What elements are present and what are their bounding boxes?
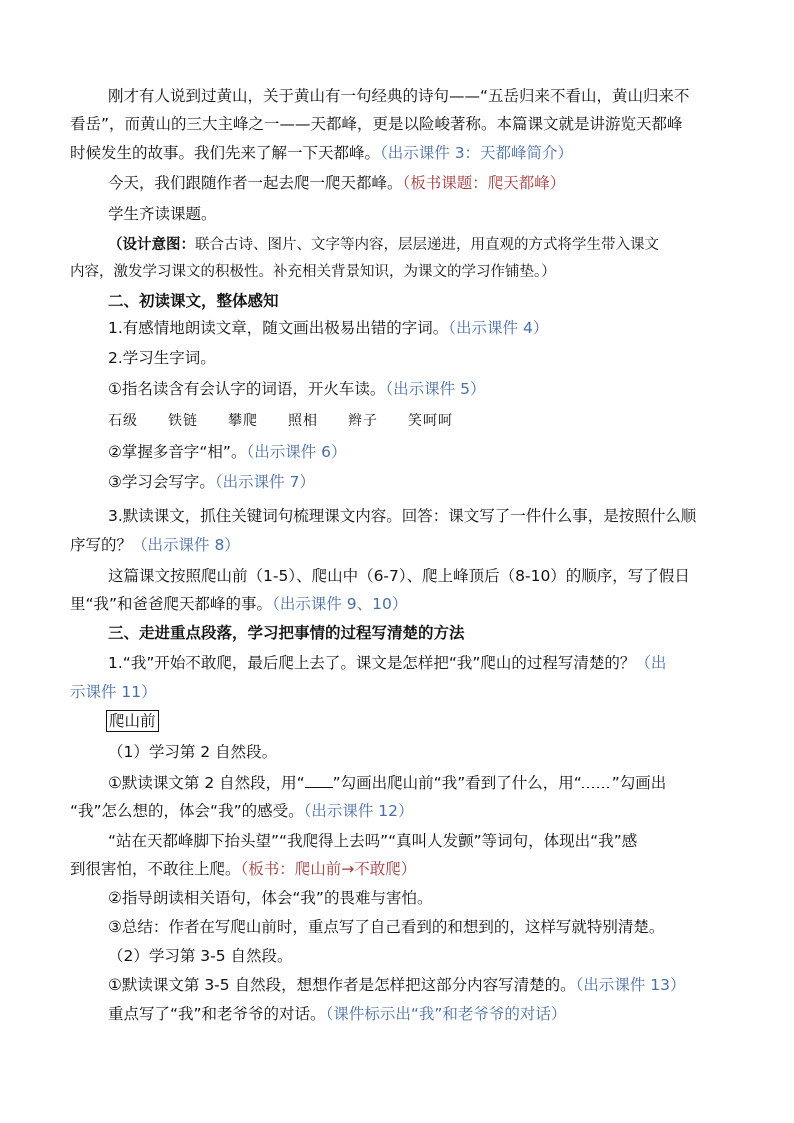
paragraph-line: 1.有感情地朗读文章，随文画出极易出错的字词。（出示课件 4）: [108, 319, 549, 337]
paragraph-line: 重点写了“我”和老爷爷的对话。（课件标示出“我”和老爷爷的对话）: [108, 1005, 567, 1023]
paragraph-line: 到很害怕，不敢往上爬。（板书：爬山前→不敢爬）: [70, 860, 417, 878]
paragraph-line: “站在天都峰脚下抬头望”“我爬得上去吗”“真叫人发颤”等词句，体现出“我”感: [108, 832, 638, 850]
design-intent-line: 内容，激发学习课文的积极性。补充相关背景知识，为课文的学习作铺垫。）: [70, 264, 556, 280]
vocab-word: 辫子: [348, 413, 378, 429]
paragraph-line: 3.默读课文，抓住关键词句梳理课文内容。回答：课文写了一件什么事，是按照什么顺: [108, 507, 697, 525]
paragraph-line: 这篇课文按照爬山前（1-5）、爬山中（6-7）、爬上峰顶后（8-10）的顺序，写了假日: [108, 567, 690, 585]
paragraph-line: ③学习会写字。（出示课件 7）: [108, 473, 315, 491]
section-heading: 三、走进重点段落，学习把事情的过程写清楚的方法: [108, 624, 465, 642]
paragraph-line: ②指导朗读相关语句，体会“我”的畏难与害怕。: [108, 889, 433, 907]
paragraph-line: 学生齐读课题。: [108, 205, 217, 223]
vocab-word: 石级: [108, 413, 138, 429]
paragraph-line: ①指名读含有会认字的词语，开火车读。（出示课件 5）: [108, 380, 486, 398]
paragraph-line: 序写的？（出示课件 8）: [70, 536, 240, 554]
board-note: （板书课题：爬天都峰）: [402, 174, 566, 192]
paragraph-line: 看岳”，而黄山的三大主峰之一——天都峰，更是以险峻著称。本篇课文就是讲游览天都峰: [70, 115, 683, 133]
vocab-word: 照相: [288, 413, 318, 429]
section-heading: 二、初读课文，整体感知: [108, 292, 279, 310]
paragraph-line: 1.“我”开始不敢爬，最后爬上去了。课文是怎样把“我”爬山的过程写清楚的？（出: [108, 654, 667, 672]
design-intent-line: （设计意图：联合古诗、图片、文字等内容，层层递进，用直观的方式将学生带入课文: [108, 236, 659, 253]
paragraph-line: “我”怎么想的，体会“我”的感受。（出示课件 12）: [70, 802, 414, 820]
vocab-word: 攀爬: [228, 413, 258, 429]
paragraph-line: 刚才有人说到过黄山，关于黄山有一句经典的诗句——“五岳归来不看山，黄山归来不: [108, 87, 690, 105]
paragraph-line: 里“我”和爸爸爬天都峰的事。（出示课件 9、10）: [70, 595, 408, 613]
paragraph-line: （1）学习第 2 自然段。: [108, 743, 278, 761]
paragraph-line: 今天，我们跟随作者一起去爬一爬天都峰。（板书课题：爬天都峰）: [108, 174, 566, 192]
courseware-note: （出示课件 3：天都峰简介）: [380, 144, 574, 162]
paragraph-line: （2）学习第 3-5 自然段。: [108, 947, 293, 965]
paragraph-line: ①默读课文第 3-5 自然段，想想作者是怎样把这部分内容写清楚的。（出示课件 13）: [108, 976, 686, 994]
paragraph-line: ②掌握多音字“相”。（出示课件 6）: [108, 443, 347, 461]
vocab-word: 笑呵呵: [408, 413, 453, 429]
paragraph-line: 时候发生的故事。我们先来了解一下天都峰。（出示课件 3：天都峰简介）: [70, 144, 574, 162]
vocab-word: 铁链: [168, 413, 198, 429]
straight-underline-mark: [305, 773, 333, 788]
paragraph-line: ①默读课文第 2 自然段，用“ ”勾画出爬山前“我”看到了什么，用“ ”勾画出: [108, 774, 667, 792]
boxed-label: 爬山前: [106, 711, 159, 731]
wavy-underline-mark: [582, 774, 612, 788]
paragraph-line: ③总结：作者在写爬山前时，重点写了自己看到的和想到的，这样写就特别清楚。: [108, 918, 665, 936]
paragraph-line: 示课件 11）: [70, 683, 157, 701]
paragraph-line: 2.学习生字词。: [108, 349, 216, 367]
vocabulary-list: [108, 411, 483, 431]
